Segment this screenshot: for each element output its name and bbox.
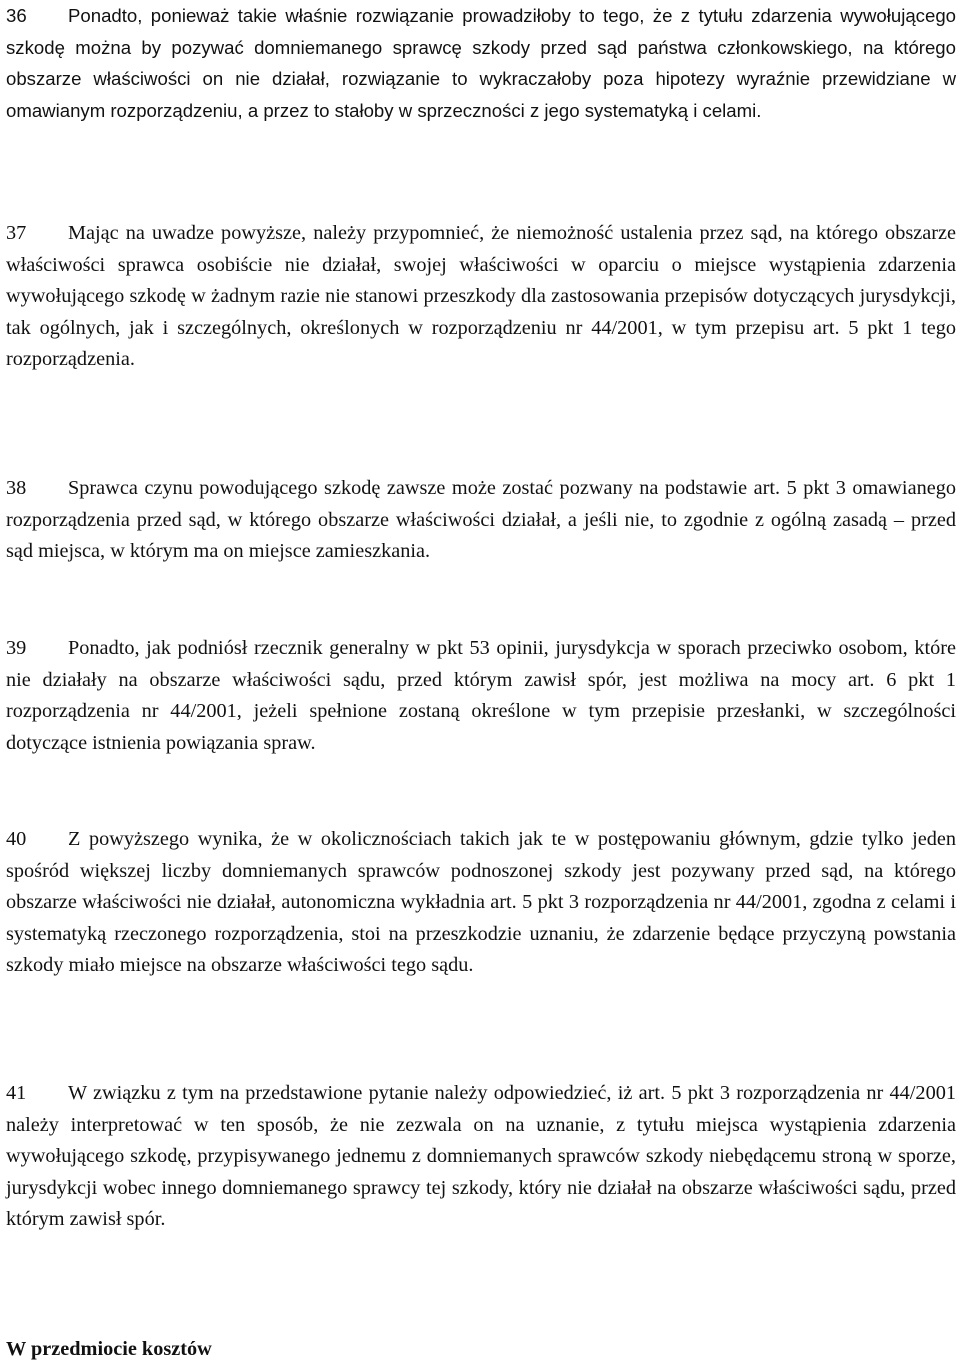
paragraph-number: 38 bbox=[6, 477, 27, 499]
paragraph-text: Z powyższego wynika, że w okolicznościach takich jak te w postępowaniu głównym, gdzie tylko jeden spośród większej liczby domniemanych sprawców podnoszonej szkody jest pozywany przed sąd, na którego obszarze właściwości nie działał, autonomiczna wykładnia art. 5 pkt 3 rozporządzenia nr 44/2001, zgodna z celami i systematyką rzeczonego rozporządzenia, stoi na przeszkodzie uznaniu, że zdarzenie będące przyczyną powstania szkody miało miejsce na obszarze właściwości tego sądu. bbox=[6, 828, 956, 976]
paragraph-40 bbox=[6, 824, 956, 982]
paragraph-41 bbox=[6, 1078, 956, 1236]
paragraph-37 bbox=[6, 218, 956, 376]
paragraph-number: 40 bbox=[6, 828, 27, 850]
paragraph-text: Ponadto, jak podniósł rzecznik generalny w pkt 53 opinii, jurysdykcja w sporach przeciwko osobom, które nie działały na obszarze właściwości sądu, przed którym zawisł spór, jest możliwa na mocy art. 6 pkt 1 rozporządzenia nr 44/2001, jeżeli spełnione zostaną określone w tym przepisie przesłanki, w szczególności dotyczące istnienia powiązania spraw. bbox=[6, 637, 956, 754]
paragraph-number: 37 bbox=[6, 222, 27, 244]
paragraph-number: 36 bbox=[6, 5, 27, 26]
paragraph-number: 41 bbox=[6, 1082, 27, 1104]
paragraph-36 bbox=[6, 0, 956, 126]
paragraph-text: Ponadto, ponieważ takie właśnie rozwiązanie prowadziłoby to tego, że z tytułu zdarzenia wywołującego szkodę można by pozywać domniemanego sprawcę szkody przed sąd państwa członkowskiego, na którego obszarze właściwości on nie działał, rozwiązanie to wykraczałoby poza hipotezy wyraźnie przewidziane w omawianym rozporządzeniu, a przez to stałoby w sprzeczności z jego systematyką i celami. bbox=[6, 5, 956, 121]
section-heading: W przedmiocie kosztów bbox=[6, 1338, 212, 1360]
paragraph-number: 39 bbox=[6, 637, 27, 659]
paragraph-39 bbox=[6, 633, 956, 759]
paragraph-38 bbox=[6, 473, 956, 568]
paragraph-text: Sprawca czynu powodującego szkodę zawsze może zostać pozwany na podstawie art. 5 pkt 3 omawianego rozporządzenia przed sąd, w którego obszarze właściwości działał, a jeśli nie, to zgodnie z ogólną zasadą – przed sąd miejsca, w którym ma on miejsce zamieszkania. bbox=[6, 477, 956, 562]
paragraph-text: Mając na uwadze powyższe, należy przypomnieć, że niemożność ustalenia przez sąd, na którego obszarze właściwości sprawca osobiście nie działał, swojej właściwości w oparciu o miejsce wystąpienia zdarzenia wywołującego szkodę w żadnym razie nie stanowi przeszkody dla zastosowania przepisów dotyczących jurysdykcji, tak ogólnych, jak i szczególnych, określonych w rozporządzeniu nr 44/2001, w tym przepisu art. 5 pkt 1 tego rozporządzenia. bbox=[6, 222, 956, 370]
paragraph-text: W związku z tym na przedstawione pytanie należy odpowiedzieć, iż art. 5 pkt 3 rozporządzenia nr 44/2001 należy interpretować w ten sposób, że nie zezwala on na uznanie, z tytułu miejsca wystąpienia zdarzenia wywołującego szkodę, przypisywanego jednemu z domniemanych sprawców szkody niebędącemu stroną w sporze, jurysdykcji wobec innego domniemanego sprawcy tej szkody, który nie działał na obszarze właściwości sądu, przed którym zawisł spór. bbox=[6, 1082, 956, 1230]
